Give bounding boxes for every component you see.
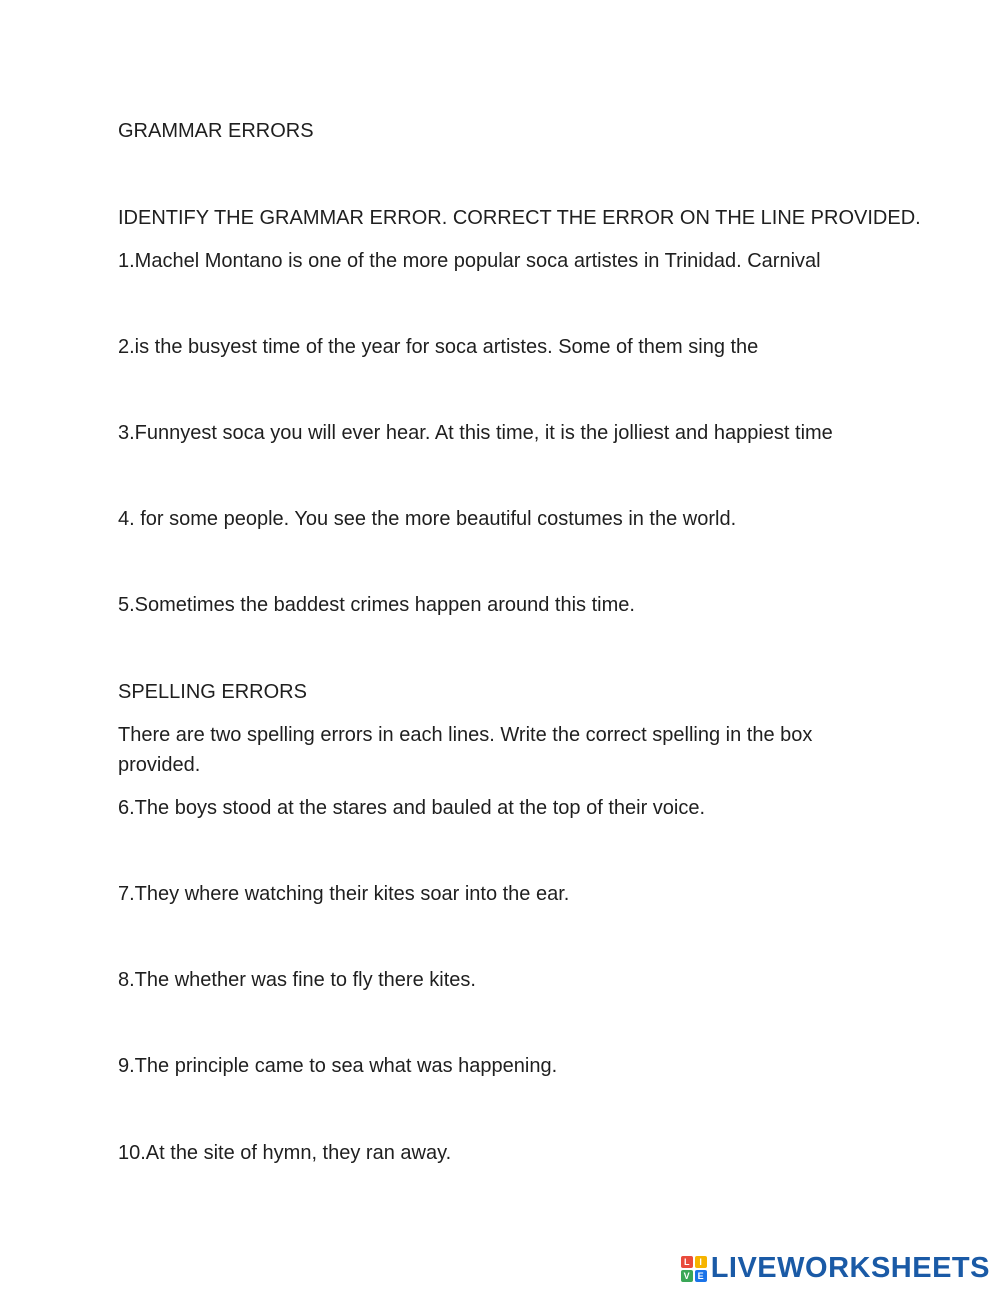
spelling-heading: SPELLING ERRORS (118, 681, 307, 703)
grammar-item-4: 4. for some people. You see the more beautiful costumes in the world. (118, 508, 737, 530)
logo-tile-e: E (695, 1270, 707, 1282)
spelling-instruction: There are two spelling errors in each lines. Write the correct spelling in the box provided. (118, 724, 813, 776)
spelling-item-10: 10.At the site of hymn, they ran away. (118, 1142, 452, 1164)
grammar-heading: GRAMMAR ERRORS (118, 120, 314, 142)
grammar-instruction: IDENTIFY THE GRAMMAR ERROR. CORRECT THE ERROR ON THE LINE PROVIDED. (118, 207, 921, 229)
spelling-item-7: 7.They where watching their kites soar into the ear. (118, 883, 570, 905)
logo-tile-v: V (681, 1270, 693, 1282)
grammar-item-3: 3.Funnyest soca you will ever hear. At this time, it is the jolliest and happiest time (118, 422, 833, 444)
liveworksheets-logo (681, 1252, 990, 1285)
grammar-item-2: 2.is the busyest time of the year for soca artistes. Some of them sing the (118, 336, 759, 358)
spelling-item-9: 9.The principle came to sea what was happening. (118, 1055, 558, 1077)
brand-name: LIVEWORKSHEETS (710, 1252, 990, 1284)
spelling-item-8: 8.The whether was fine to fly there kites. (118, 969, 476, 991)
live-tiles-icon (681, 1256, 707, 1282)
grammar-item-5: 5.Sometimes the baddest crimes happen around this time. (118, 594, 635, 616)
grammar-item-1: 1.Machel Montano is one of the more popular soca artistes in Trinidad. Carnival (118, 250, 821, 272)
logo-tile-l: L (681, 1256, 693, 1268)
logo-tile-i: I (695, 1256, 707, 1268)
spelling-item-6: 6.The boys stood at the stares and bauled at the top of their voice. (118, 797, 706, 819)
